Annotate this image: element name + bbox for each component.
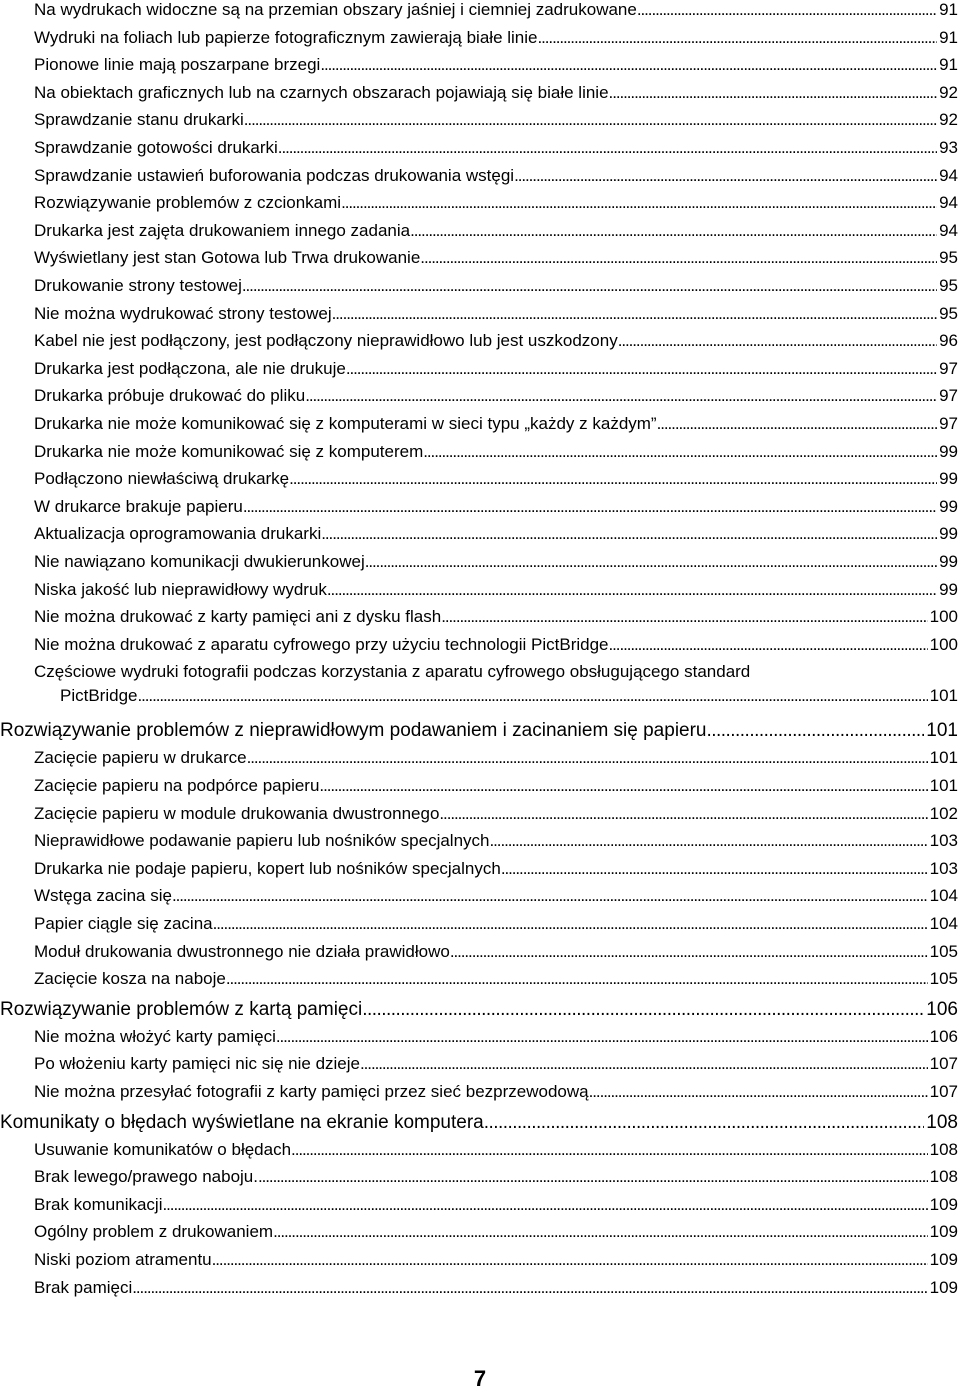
dot-leader bbox=[258, 1167, 928, 1187]
toc-entry-page: 106 bbox=[929, 1026, 958, 1046]
dot-leader bbox=[707, 720, 925, 742]
toc-entry-title: Podłączono niewłaściwą drukarkę bbox=[34, 469, 290, 489]
toc-entry-title: Sprawdzanie gotowości drukarki bbox=[34, 138, 278, 157]
dot-leader bbox=[289, 469, 937, 489]
toc-entry-page: 105 bbox=[929, 969, 958, 989]
dot-leader bbox=[657, 414, 937, 434]
toc-entry-page: 109 bbox=[929, 1250, 958, 1269]
dot-leader bbox=[484, 1112, 925, 1134]
dot-leader bbox=[410, 221, 937, 241]
toc-entry-page: 103 bbox=[929, 831, 958, 851]
dot-leader bbox=[320, 55, 937, 75]
toc-entry[interactable] bbox=[0, 776, 958, 796]
toc-entry-title: Niska jakość lub nieprawidłowy wydruk bbox=[34, 579, 327, 599]
dot-leader bbox=[291, 1140, 928, 1160]
toc-entry[interactable] bbox=[0, 469, 958, 489]
dot-leader bbox=[332, 304, 937, 324]
dot-leader bbox=[242, 276, 937, 296]
toc-entry-title: Drukarka nie podaje papieru, kopert lub nośników specjalnych bbox=[34, 858, 501, 878]
toc-entry-page: 99 bbox=[939, 496, 958, 516]
toc-entry-page: 106 bbox=[926, 998, 958, 1020]
toc-entry-page: 91 bbox=[939, 27, 958, 47]
dot-leader bbox=[609, 83, 938, 103]
toc-entry-continuation[interactable] bbox=[0, 686, 958, 706]
dot-leader bbox=[439, 804, 927, 824]
dot-leader bbox=[244, 110, 937, 130]
toc-entry-page: 109 bbox=[929, 1194, 958, 1214]
toc-entry-title: Drukarka jest zajęta drukowaniem innego zadania bbox=[34, 220, 411, 240]
toc-entry[interactable] bbox=[0, 942, 958, 962]
toc-section-entry[interactable] bbox=[0, 1112, 958, 1134]
toc-entry-page: 101 bbox=[929, 776, 958, 795]
toc-entry-title: Kabel nie jest podłączony, jest podłączony nieprawidłowo lub jest uszkodzony bbox=[34, 331, 618, 351]
dot-leader bbox=[423, 442, 937, 462]
toc-entry-title: Nie można drukować z aparatu cyfrowego przy użyciu technologii PictBridge bbox=[34, 634, 609, 654]
toc-entry-title: Drukowanie strony testowej bbox=[34, 276, 242, 295]
toc-entry-title: Zacięcie papieru w module drukowania dwustronnego bbox=[34, 803, 440, 823]
toc-entry-page: 107 bbox=[929, 1054, 958, 1074]
toc-entry[interactable] bbox=[0, 221, 958, 241]
toc-entry-page: 93 bbox=[939, 138, 958, 157]
dot-leader bbox=[163, 1195, 928, 1215]
toc-entry[interactable] bbox=[0, 1195, 958, 1215]
toc-entry[interactable] bbox=[0, 580, 958, 600]
toc-entry-title: PictBridge bbox=[60, 686, 138, 706]
dot-leader bbox=[247, 748, 928, 768]
dot-leader bbox=[589, 1082, 928, 1102]
toc-entry-title: Brak pamięci bbox=[34, 1277, 133, 1297]
toc-section-entry[interactable] bbox=[0, 720, 958, 742]
toc-entry[interactable] bbox=[0, 83, 958, 103]
toc-entry-title: Zacięcie kosza na naboje bbox=[34, 969, 226, 989]
toc-entry[interactable] bbox=[0, 55, 958, 75]
toc-entry-title: Na wydrukach widoczne są na przemian obszary jaśniej i ciemniej zadrukowane bbox=[34, 0, 637, 19]
toc-entry-title: Ogólny problem z drukowaniem bbox=[34, 1222, 274, 1242]
dot-leader bbox=[537, 28, 937, 48]
toc-entry[interactable] bbox=[0, 859, 958, 879]
dot-leader bbox=[341, 193, 937, 213]
toc-entry-title: Nieprawidłowe podawanie papieru lub nośników specjalnych bbox=[34, 831, 490, 851]
toc-entry-title: Niski poziom atramentu bbox=[34, 1250, 212, 1269]
toc-entry-title: Papier ciągle się zacina bbox=[34, 914, 213, 933]
toc-entry[interactable] bbox=[0, 110, 958, 130]
dot-leader bbox=[243, 497, 937, 517]
toc-entry-title: Moduł drukowania dwustronnego nie działa prawidłowo bbox=[34, 941, 450, 961]
toc-entry-title: Nie można przesyłać fotografii z karty pamięci przez sieć bezprzewodową bbox=[34, 1082, 589, 1101]
toc-entry-title: Komunikaty o błędach wyświetlane na ekranie komputera bbox=[0, 1111, 484, 1133]
toc-entry[interactable] bbox=[0, 248, 958, 268]
dot-leader bbox=[514, 166, 937, 186]
dot-leader bbox=[450, 942, 928, 962]
toc-entry-page: 96 bbox=[939, 331, 958, 351]
toc-entry-title: Zacięcie papieru w drukarce bbox=[34, 748, 247, 768]
toc-entry-title: W drukarce brakuje papieru bbox=[34, 496, 243, 516]
toc-entry-page: 97 bbox=[939, 386, 958, 406]
toc-entry[interactable] bbox=[0, 607, 958, 627]
dot-leader bbox=[278, 138, 937, 158]
toc-entry[interactable] bbox=[0, 969, 958, 989]
toc-entry[interactable] bbox=[0, 1054, 958, 1074]
toc-entry-page: 95 bbox=[939, 303, 958, 323]
toc-entry-page: 92 bbox=[939, 82, 958, 102]
toc-entry-title: Wstęga zacina się bbox=[34, 886, 172, 906]
toc-entry-title: Drukarka jest podłączona, ale nie drukuje bbox=[34, 358, 346, 378]
toc-entry[interactable] bbox=[0, 497, 958, 517]
toc-entry-page: 104 bbox=[929, 886, 958, 906]
toc-entry-page: 99 bbox=[939, 552, 958, 571]
toc-entry-title: Brak komunikacji bbox=[34, 1194, 163, 1214]
toc-entry[interactable] bbox=[0, 1278, 958, 1298]
toc-entry-page: 95 bbox=[939, 248, 958, 268]
toc-entry[interactable] bbox=[0, 552, 958, 572]
toc-entry-title: Nie można wydrukować strony testowej bbox=[34, 303, 332, 323]
toc-entry-title: Rozwiązywanie problemów z kartą pamięci bbox=[0, 998, 363, 1020]
toc-entry-title: Drukarka nie może komunikować się z komputerem bbox=[34, 441, 424, 461]
toc-entry-title: Aktualizacja oprogramowania drukarki bbox=[34, 524, 322, 544]
dot-leader bbox=[276, 1027, 928, 1047]
toc-entry[interactable] bbox=[0, 386, 958, 406]
toc-entry-page: 100 bbox=[929, 634, 958, 654]
toc-entry[interactable] bbox=[0, 662, 958, 682]
toc-entry-title: Nie można włożyć karty pamięci bbox=[34, 1026, 276, 1046]
toc-entry[interactable] bbox=[0, 331, 958, 351]
toc-entry-title: Drukarka próbuje drukować do pliku bbox=[34, 386, 306, 406]
dot-leader bbox=[637, 0, 937, 20]
dot-leader bbox=[273, 1222, 928, 1242]
dot-leader bbox=[360, 1054, 928, 1074]
toc-entry-page: 91 bbox=[939, 0, 958, 19]
dot-leader bbox=[137, 686, 927, 706]
toc-entry-page: 92 bbox=[939, 110, 958, 130]
toc-entry[interactable] bbox=[0, 304, 958, 324]
toc-entry-title: Usuwanie komunikatów o błędach bbox=[34, 1139, 292, 1159]
dot-leader bbox=[212, 1250, 928, 1270]
toc-entry-page: 99 bbox=[939, 469, 958, 489]
toc-entry[interactable] bbox=[0, 748, 958, 768]
toc-entry-page: 109 bbox=[929, 1222, 958, 1242]
dot-leader bbox=[305, 386, 937, 406]
toc-entry-page: 97 bbox=[939, 358, 958, 378]
toc-entry[interactable] bbox=[0, 193, 958, 213]
toc-entry-page: 99 bbox=[939, 579, 958, 599]
dot-leader bbox=[346, 359, 937, 379]
toc-entry[interactable] bbox=[0, 1140, 958, 1160]
dot-leader bbox=[609, 635, 928, 655]
toc-entry[interactable] bbox=[0, 138, 958, 158]
toc-entry-page: 99 bbox=[939, 441, 958, 461]
toc-entry-page: 105 bbox=[929, 941, 958, 961]
toc-entry-page: 101 bbox=[929, 686, 958, 706]
toc-entry-title: Wyświetlany jest stan Gotowa lub Trwa drukowanie bbox=[34, 248, 421, 268]
toc-entry[interactable] bbox=[0, 166, 958, 186]
toc-entry-page: 104 bbox=[929, 914, 958, 933]
toc-entry-page: 101 bbox=[926, 720, 958, 742]
toc-entry[interactable] bbox=[0, 524, 958, 544]
dot-leader bbox=[420, 248, 937, 268]
toc-entry-title: Sprawdzanie stanu drukarki bbox=[34, 110, 244, 130]
toc-entry[interactable] bbox=[0, 0, 958, 20]
toc-entry-title: Zacięcie papieru na podpórce papieru bbox=[34, 776, 320, 795]
toc-entry-page: 108 bbox=[926, 1111, 958, 1133]
dot-leader bbox=[213, 914, 928, 934]
toc-entry-title: Nie można drukować z karty pamięci ani z dysku flash bbox=[34, 607, 442, 627]
toc-entry-title: Nie nawiązano komunikacji dwukierunkowej bbox=[34, 552, 365, 571]
toc-entry-page: 103 bbox=[929, 858, 958, 878]
toc-entry-title: Drukarka nie może komunikować się z komputerami w sieci typu „każdy z każdym” bbox=[34, 414, 657, 433]
toc-entry-page: 94 bbox=[939, 220, 958, 240]
toc-entry-title: Rozwiązywanie problemów z czcionkami bbox=[34, 193, 342, 213]
dot-leader bbox=[362, 999, 924, 1021]
toc-entry-page: 108 bbox=[929, 1139, 958, 1159]
toc-entry-page: 102 bbox=[929, 803, 958, 823]
dot-leader bbox=[441, 607, 927, 627]
dot-leader bbox=[618, 331, 937, 351]
dot-leader bbox=[172, 886, 928, 906]
toc-entry-title: Brak lewego/prawego naboju. bbox=[34, 1167, 258, 1187]
toc-entry-page: 91 bbox=[939, 55, 958, 75]
toc-entry-title: Po włożeniu karty pamięci nic się nie dzieje bbox=[34, 1054, 360, 1074]
dot-leader bbox=[132, 1278, 927, 1298]
toc-entry-page: 109 bbox=[929, 1277, 958, 1297]
dot-leader bbox=[490, 831, 928, 851]
toc-entry[interactable] bbox=[0, 1167, 958, 1187]
toc-entry[interactable] bbox=[0, 359, 958, 379]
toc-entry-page: 99 bbox=[939, 524, 958, 544]
toc-entry[interactable] bbox=[0, 276, 958, 296]
toc-entry[interactable] bbox=[0, 831, 958, 851]
toc-entry-page: 95 bbox=[939, 276, 958, 295]
toc-entry-title: Na obiektach graficznych lub na czarnych obszarach pojawiają się białe linie bbox=[34, 82, 609, 102]
toc-entry-page: 107 bbox=[929, 1082, 958, 1101]
toc-entry-title: Pionowe linie mają poszarpane brzegi bbox=[34, 55, 321, 75]
toc-entry[interactable] bbox=[0, 914, 958, 934]
toc-entry-page: 101 bbox=[929, 748, 958, 768]
toc-entry-title: Wydruki na foliach lub papierze fotograficznym zawierają białe linie bbox=[34, 27, 538, 47]
toc-entry[interactable] bbox=[0, 1082, 958, 1102]
toc-entry-page: 108 bbox=[929, 1167, 958, 1187]
page-number: 7 bbox=[473, 1366, 487, 1391]
toc-entry[interactable] bbox=[0, 414, 958, 434]
toc-entry-title: Sprawdzanie ustawień buforowania podczas drukowania wstęgi bbox=[34, 165, 515, 185]
toc-entry-page: 97 bbox=[939, 414, 958, 433]
toc-section-entry[interactable] bbox=[0, 999, 958, 1021]
toc-entry[interactable] bbox=[0, 1027, 958, 1047]
toc-entry[interactable] bbox=[0, 635, 958, 655]
toc-entry-page: 94 bbox=[939, 165, 958, 185]
toc-entry-page: 94 bbox=[939, 193, 958, 213]
toc-entry[interactable] bbox=[0, 1250, 958, 1270]
dot-leader bbox=[501, 859, 928, 879]
toc-entry-title: Częściowe wydruki fotografii podczas korzystania z aparatu cyfrowego obsługującego standard bbox=[34, 662, 751, 682]
toc-entry[interactable] bbox=[0, 886, 958, 906]
dot-leader bbox=[321, 524, 937, 544]
toc-entry-page: 100 bbox=[929, 607, 958, 627]
toc-entry[interactable] bbox=[0, 1222, 958, 1242]
toc-entry[interactable] bbox=[0, 28, 958, 48]
toc-entry[interactable] bbox=[0, 442, 958, 462]
toc-entry-title: Rozwiązywanie problemów z nieprawidłowym podawaniem i zacinaniem się papieru bbox=[0, 720, 707, 742]
dot-leader bbox=[365, 552, 937, 572]
toc-entry[interactable] bbox=[0, 804, 958, 824]
dot-leader bbox=[226, 969, 928, 989]
dot-leader bbox=[319, 776, 927, 796]
dot-leader bbox=[327, 580, 937, 600]
